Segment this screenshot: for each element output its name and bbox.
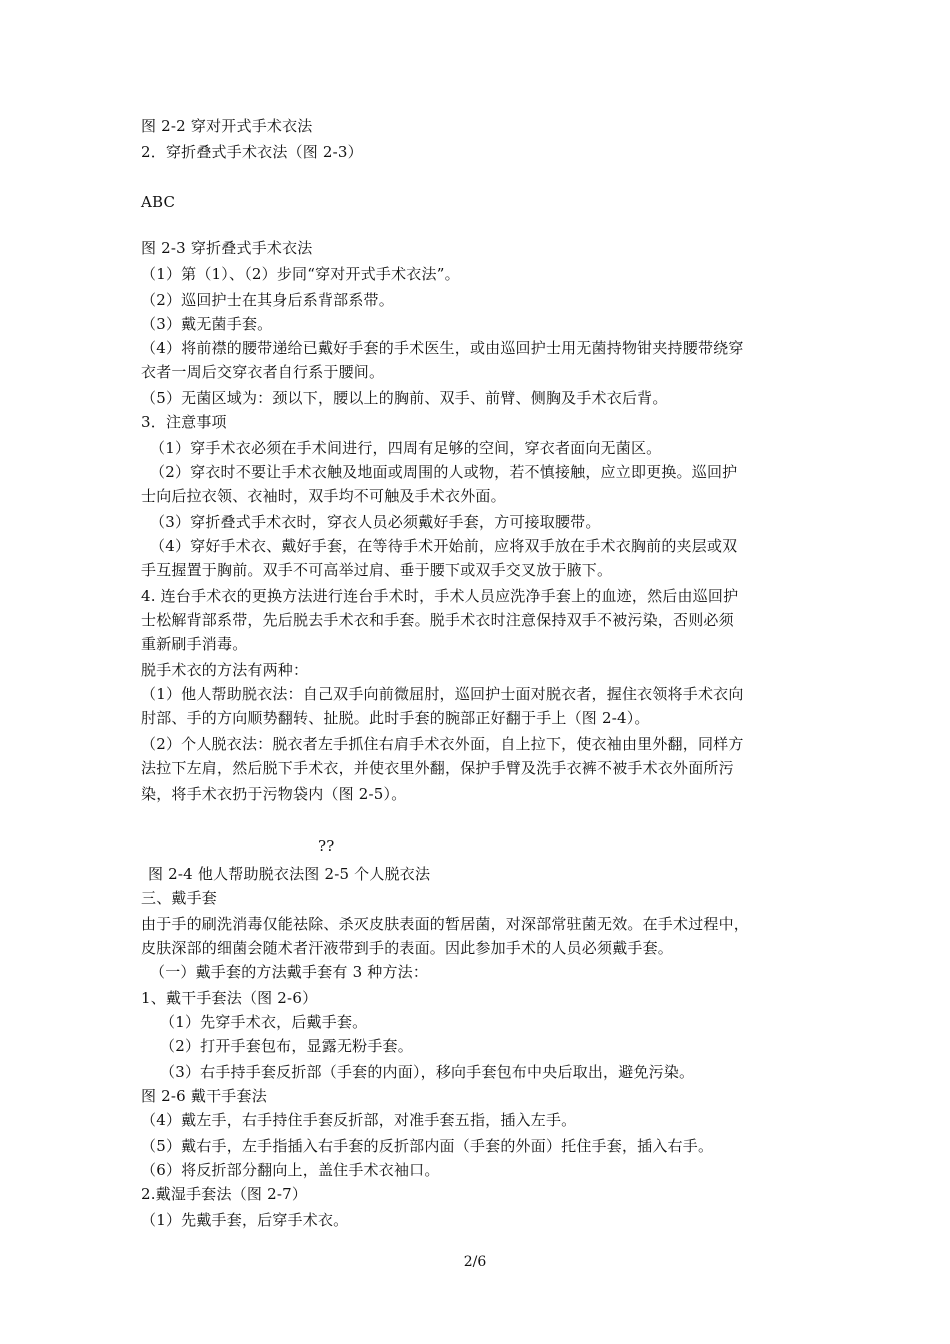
paragraph-line: 染，将手术衣扔于污物袋内（图 2-5）。 [141, 785, 407, 803]
paragraph-line: 士向后拉衣领、衣袖时，双手均不可触及手术衣外面。 [141, 487, 506, 505]
paragraph-line: （1）先戴手套，后穿手术衣。 [141, 1211, 349, 1229]
figure-caption-2-2: 图 2-2 穿对开式手术衣法 [141, 117, 313, 135]
paragraph-line: （4）戴左手，右手持住手套反折部，对准手套五指，插入左手。 [141, 1111, 577, 1129]
paragraph-line: （2）打开手套包布，显露无粉手套。 [160, 1037, 413, 1055]
section-heading-notes: 3．注意事项 [141, 413, 227, 431]
paragraph-line: 脱手术衣的方法有两种： [141, 661, 309, 679]
paragraph-line: （1）穿手术衣必须在手术间进行，四周有足够的空间，穿衣者面向无菌区。 [150, 439, 662, 457]
paragraph-line: 衣者一周后交穿衣者自行系于腰间。 [141, 363, 385, 381]
figure-caption-2-4-2-5: 图 2-4 他人帮助脱衣法图 2-5 个人脱衣法 [148, 865, 431, 883]
section-heading-wet-gloves: 2.戴湿手套法（图 2-7） [141, 1185, 308, 1203]
paragraph-line: 手互握置于胸前。双手不可高举过肩、垂于腰下或双手交叉放于腋下。 [141, 561, 613, 579]
paragraph-line: 士松解背部系带，先后脱去手术衣和手套。脱手术衣时注意保持双手不被污染，否则必须 [141, 611, 734, 629]
paragraph-line: （2）个人脱衣法：脱衣者左手抓住右肩手术衣外面，自上拉下，使衣袖由里外翻，同样方 [141, 735, 744, 753]
paragraph-line: （2）巡回护士在其身后系背部系带。 [141, 291, 394, 309]
paragraph-line: （1）第（1）、（2）步同“穿对开式手术衣法”。 [141, 265, 460, 283]
paragraph-line: （6）将反折部分翻向上，盖住手术衣袖口。 [141, 1161, 440, 1179]
paragraph-line: 法拉下左肩，然后脱下手术衣，并使衣里外翻，保护手臂及洗手衣裤不被手术衣外面所污 [141, 759, 734, 777]
paragraph-line: （5）无菌区域为：颈以下，腰以上的胸前、双手、前臂、侧胸及手术衣后背。 [141, 389, 668, 407]
paragraph-line: （3）右手持手套反折部（手套的内面），移向手套包布中央后取出，避免污染。 [160, 1063, 695, 1081]
paragraph-line: 肘部、手的方向顺势翻转、扯脱。此时手套的腕部正好翻于手上（图 2-4）。 [141, 709, 650, 727]
page-number: 2/6 [463, 1254, 487, 1270]
paragraph-line: （3）穿折叠式手术衣时，穿衣人员必须戴好手套，方可接取腰带。 [150, 513, 601, 531]
paragraph-line: （1）他人帮助脱衣法：自己双手向前微屈肘，巡回护士面对脱衣者，握住衣领将手术衣向 [141, 685, 744, 703]
section-heading-dry-gloves: 1、戴干手套法（图 2-6） [141, 989, 318, 1007]
paragraph-line: （一）戴手套的方法戴手套有 3 种方法： [150, 963, 429, 981]
paragraph-line: （5）戴右手，左手指插入右手套的反折部内面（手套的外面）托住手套，插入右手。 [141, 1137, 714, 1155]
paragraph-line: 4. 连台手术衣的更换方法进行连台手术时，手术人员应洗净手套上的血迹，然后由巡回护 [141, 587, 739, 605]
paragraph-line: （3）戴无菌手套。 [141, 315, 273, 333]
paragraph-line: （4）将前襟的腰带递给已戴好手套的手术医生，或由巡回护士用无菌持物钳夹持腰带绕穿 [141, 339, 744, 357]
figure-caption-2-3: 图 2-3 穿折叠式手术衣法 [141, 239, 313, 257]
paragraph-line: 皮肤深部的细菌会随术者汗液带到手的表面。因此参加手术的人员必须戴手套。 [141, 939, 674, 957]
figure-placeholder-missing: ?? [318, 837, 335, 855]
figure-placeholder-abc: ABC [141, 193, 176, 211]
figure-caption-2-6: 图 2-6 戴干手套法 [141, 1087, 267, 1105]
paragraph-line: （1）先穿手术衣，后戴手套。 [160, 1013, 368, 1031]
paragraph-line: 由于手的刷洗消毒仅能祛除、杀灭皮肤表面的暂居菌，对深部常驻菌无效。在手术过程中， [141, 915, 750, 933]
section-heading-gloves: 三、戴手套 [141, 889, 218, 907]
paragraph-line: 重新刷手消毒。 [141, 635, 248, 653]
paragraph-line: （4）穿好手术衣、戴好手套，在等待手术开始前，应将双手放在手术衣胸前的夹层或双 [150, 537, 738, 555]
paragraph-line: （2）穿衣时不要让手术衣触及地面或周围的人或物，若不慎接触，应立即更换。巡回护 [150, 463, 738, 481]
section-heading-folded-gown: 2．穿折叠式手术衣法（图 2-3） [141, 143, 363, 161]
